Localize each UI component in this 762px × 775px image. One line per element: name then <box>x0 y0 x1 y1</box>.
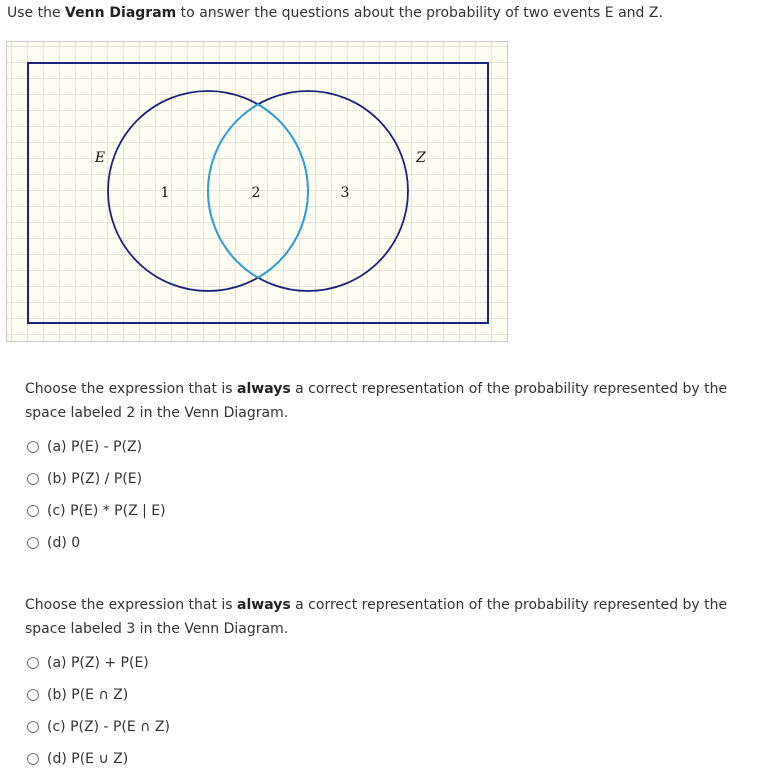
question-1-text-start: Choose the expression that is <box>25 381 238 397</box>
instructions-text-start: Use the <box>7 5 66 21</box>
question-1-option-d[interactable] <box>25 527 735 559</box>
instructions <box>7 5 663 21</box>
question-1 <box>25 377 735 559</box>
option-label: (c) P(Z) - P(E ∩ Z) <box>47 719 170 735</box>
radio-button[interactable] <box>27 721 39 733</box>
option-label: (b) P(Z) / P(E) <box>47 471 143 487</box>
radio-button[interactable] <box>27 657 39 669</box>
region-label-1: 1 <box>160 185 170 201</box>
region-label-3: 3 <box>340 185 350 201</box>
option-label: (a) P(Z) + P(E) <box>47 655 149 671</box>
radio-button[interactable] <box>27 537 39 549</box>
venn-svg <box>7 42 508 342</box>
region-label-2: 2 <box>251 185 261 201</box>
question-1-text <box>25 377 735 425</box>
question-1-emphasis: always <box>237 381 291 397</box>
option-label: (d) 0 <box>47 535 81 551</box>
question-2-text-end: a correct representation of the probability represented by the space labeled 3 in the Venn Diagram. <box>25 597 728 637</box>
question-2-option-c[interactable] <box>25 711 735 743</box>
radio-button[interactable] <box>27 505 39 517</box>
set-z-label: Z <box>416 150 426 166</box>
question-2-option-d[interactable] <box>25 743 735 775</box>
radio-button[interactable] <box>27 689 39 701</box>
question-2-text-start: Choose the expression that is <box>25 597 238 613</box>
question-1-option-c[interactable] <box>25 495 735 527</box>
question-2-option-b[interactable] <box>25 679 735 711</box>
instructions-bold: Venn Diagram <box>65 5 177 21</box>
radio-button[interactable] <box>27 473 39 485</box>
radio-button[interactable] <box>27 753 39 765</box>
option-label: (d) P(E ∪ Z) <box>47 751 129 767</box>
question-2 <box>25 593 735 775</box>
question-2-option-a[interactable] <box>25 647 735 679</box>
option-label: (c) P(E) * P(Z | E) <box>47 503 166 519</box>
question-1-option-a[interactable] <box>25 431 735 463</box>
venn-diagram <box>6 41 508 342</box>
option-label: (b) P(E ∩ Z) <box>47 687 129 703</box>
option-label: (a) P(E) - P(Z) <box>47 439 143 455</box>
question-1-option-b[interactable] <box>25 463 735 495</box>
instructions-text-end: to answer the questions about the probability of two events E and Z. <box>176 5 663 21</box>
question-2-emphasis: always <box>237 597 291 613</box>
question-2-text <box>25 593 735 641</box>
question-1-text-end: a correct representation of the probability represented by the space labeled 2 in the Venn Diagram. <box>25 381 728 421</box>
set-e-label: E <box>94 150 106 166</box>
radio-button[interactable] <box>27 441 39 453</box>
